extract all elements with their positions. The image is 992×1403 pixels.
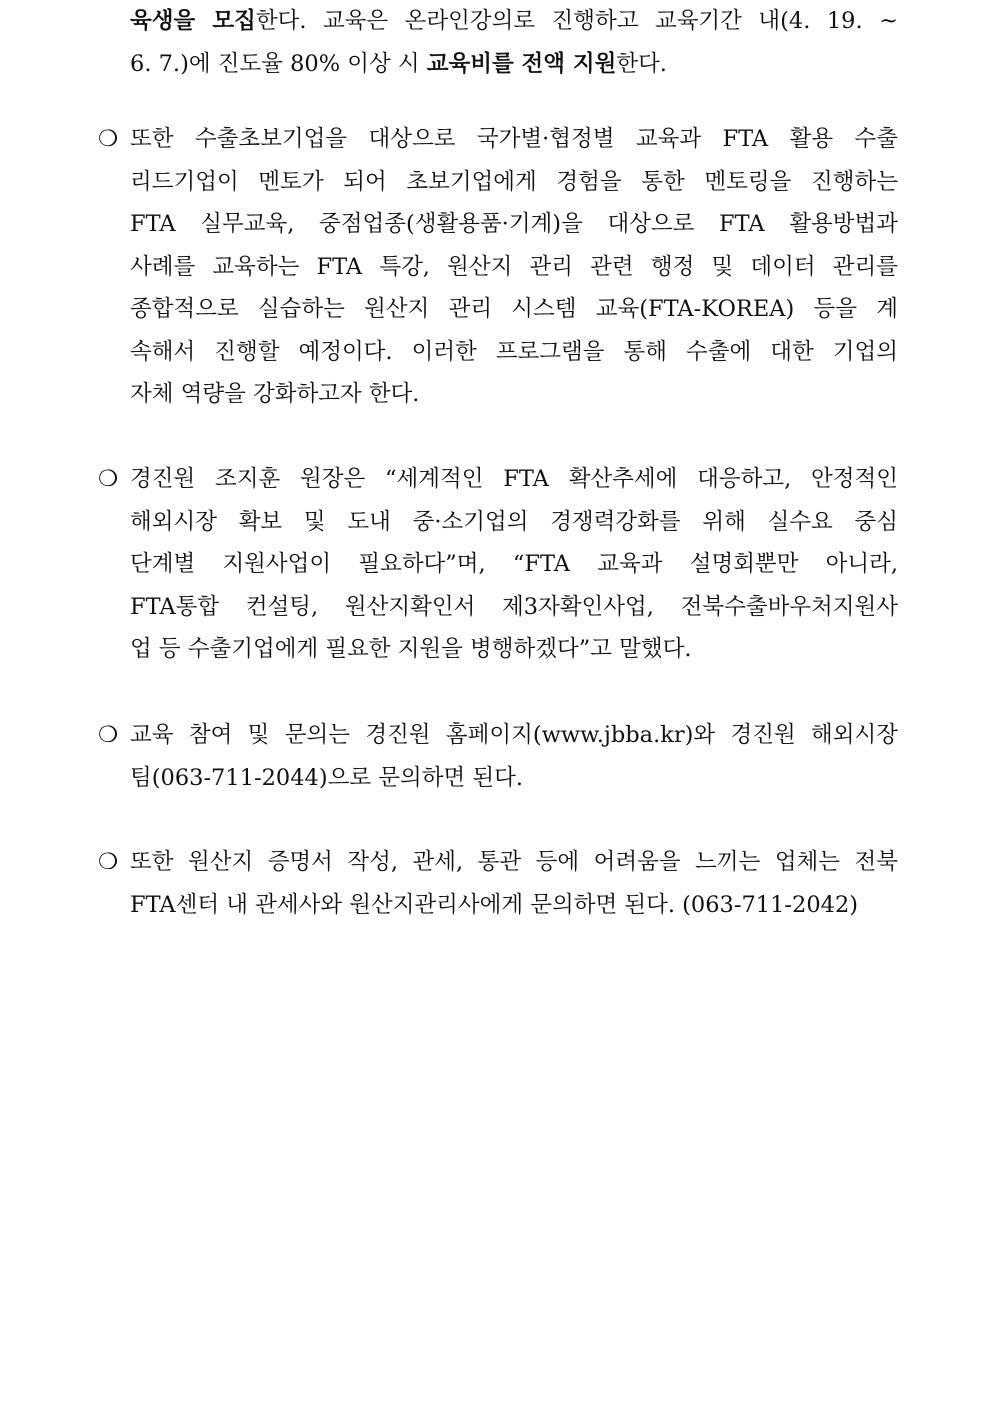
text-line: 경진원 조지훈 원장은 “세계적인 FTA 확산추세에 대응하고, 안정적인 [130,466,898,492]
text-line: 속해서 진행할 예정이다. 이러한 프로그램을 통해 수출에 대한 기업의 [130,338,898,365]
bullet-paragraph-inquiry [98,714,898,799]
text-line: FTA센터 내 관세사와 원산지관리사에게 문의하면 된다. (063-711-2042) [130,891,859,918]
intro-line-2-start: 6. 7.)에 진도율 80% 이상 시 [130,50,427,77]
bullet-body [130,458,898,671]
text-line: FTA통합 컨설팅, 원산지확인서 제3자확인사업, 전북수출바우처지원사 [130,593,898,620]
text-line: 리드기업이 멘토가 되어 초보기업에게 경험을 통한 멘토링을 진행하는 [130,168,898,195]
text-line: 자체 역량을 강화하고자 한다. [130,381,420,407]
text-line: 단계별 지원사업이 필요하다”며, “FTA 교육과 설명회뿐만 아니라, [130,551,898,577]
intro-line-2-end: 한다. [616,50,667,77]
bullet-paragraph-director-quote [98,458,898,671]
bullet-paragraph-program [98,118,898,416]
bullet-body [130,714,898,799]
text-line: 해외시장 확보 및 도내 중·소기업의 경쟁력강화를 위해 실수요 중심 [130,508,898,535]
intro-line-1 [130,0,898,43]
intro-bold-fee: 교육비를 전액 지원 [426,50,617,77]
intro-bold-recruit: 육생을 모집 [130,8,256,34]
text-line: 팀(063-711-2044)으로 문의하면 된다. [130,764,523,791]
bullet-paragraph-fta-center [98,841,898,926]
text-line: 업 등 수출기업에게 필요한 지원을 병행하겠다”고 말했다. [130,636,692,662]
text-line: 또한 수출초보기업을 대상으로 국가별·협정별 교육과 FTA 활용 수출 [130,126,898,152]
intro-line-1-text: 한다. 교육은 온라인강의로 진행하고 교육기간 내(4. 19. ~ [255,8,898,34]
bullet-circle-icon: ❍ [98,126,119,152]
text-line: 종합적으로 실습하는 원산지 관리 시스템 교육(FTA-KOREA) 등을 계 [130,296,898,322]
bullet-circle-icon: ❍ [98,466,119,492]
intro-line-2 [130,43,898,86]
bullet-body [130,118,898,416]
text-line: FTA 실무교육, 중점업종(생활용품·기계)을 대상으로 FTA 활용방법과 [130,211,898,237]
text-line: 교육 참여 및 문의는 경진원 홈페이지(www.jbba.kr)와 경진원 해외시장 [130,722,898,748]
bullet-body [130,841,898,926]
text-line: 또한 원산지 증명서 작성, 관세, 통관 등에 어려움을 느끼는 업체는 전북 [130,849,898,875]
text-line: 사례를 교육하는 FTA 특강, 원산지 관리 관련 행정 및 데이터 관리를 [130,253,898,280]
bullet-circle-icon: ❍ [98,849,119,875]
intro-paragraph [130,0,898,85]
bullet-circle-icon: ❍ [98,722,119,748]
